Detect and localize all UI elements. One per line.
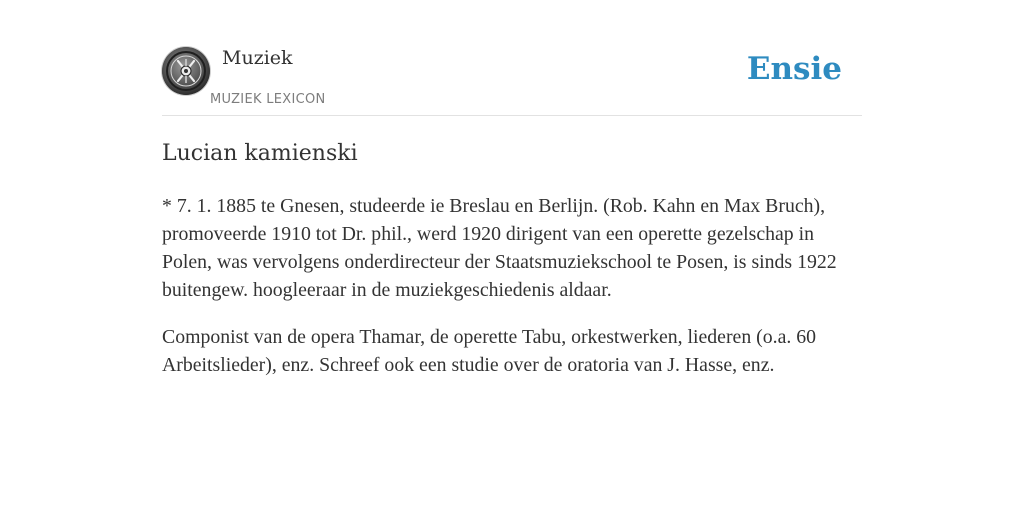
entry-paragraph: * 7. 1. 1885 te Gnesen, studeerde ie Breslau en Berlijn. (Rob. Kahn en Max Bruch), promoveerde 1910 tot Dr. phil., werd 1920 dirigent van een operette gezelschap in Polen, was vervolgens onderdirecteur der Staatsmuziekschool te Posen, is sinds 1922 buitengew. hoogleeraar in de muziekgeschiedenis aldaar. bbox=[162, 195, 837, 301]
page-header bbox=[162, 0, 862, 116]
entry-card bbox=[162, 0, 862, 376]
entry-paragraph: Componist van de opera Thamar, de operette Tabu, orkestwerken, liederen (o.a. 60 Arbeitslieder), enz. Schreef ook een studie over de oratoria van J. Hasse, enz. bbox=[162, 326, 817, 376]
brand-logo-link[interactable]: Ensie bbox=[746, 51, 842, 87]
entry-title: Lucian kamienski bbox=[162, 141, 358, 166]
book-avatar[interactable] bbox=[162, 47, 210, 95]
book-title[interactable]: Muziek bbox=[222, 47, 293, 69]
music-emblem-icon bbox=[162, 47, 210, 95]
entry-body bbox=[162, 192, 862, 398]
book-subtitle[interactable]: MUZIEK LEXICON bbox=[210, 92, 326, 107]
